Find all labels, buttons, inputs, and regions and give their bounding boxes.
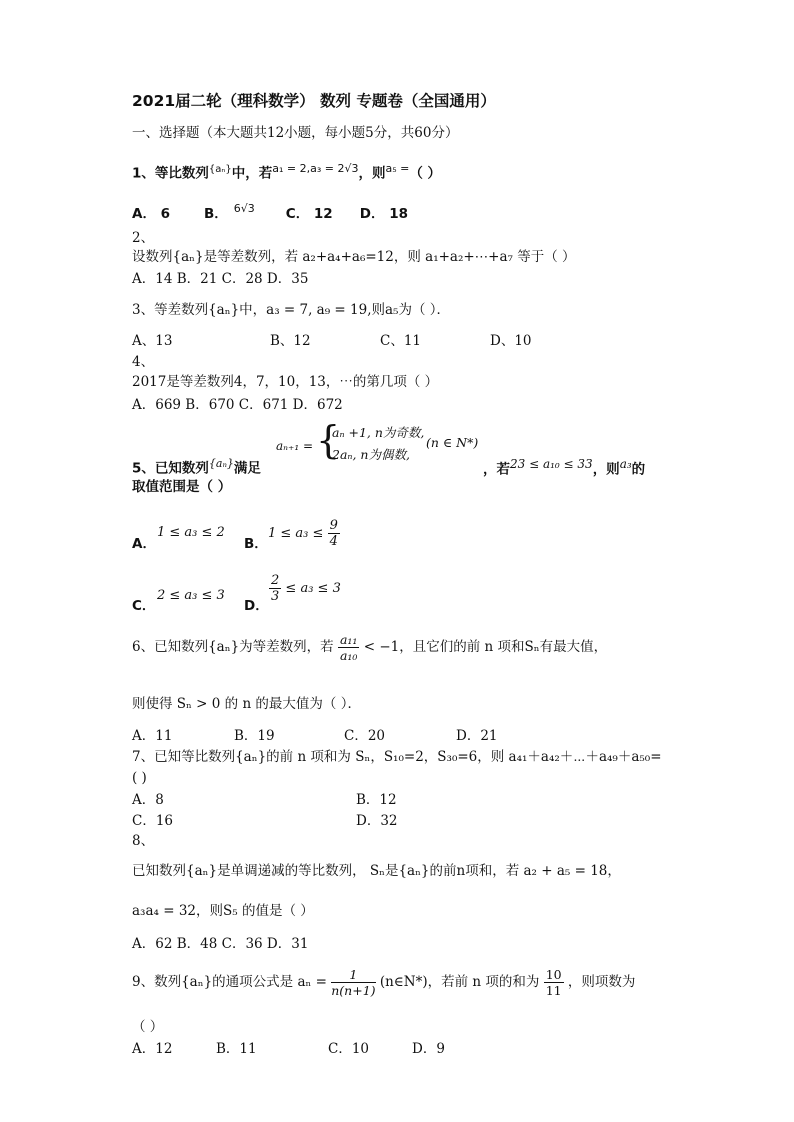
- q5-option-d-right: ≤ a₃ ≤ 3: [285, 581, 341, 596]
- q6-option-b[interactable]: B．19: [234, 728, 275, 744]
- q6-frac: [338, 632, 359, 663]
- q4-options[interactable]: A．669 B．670 C．671 D．672: [132, 397, 343, 413]
- q6-tail: < −1，且它们的前 n 项和Sₙ有最大值，: [363, 639, 608, 655]
- q8-line-2: a₃a₄ = 32，则S₅ 的值是（ ）: [132, 903, 314, 919]
- q9-lead: 9、数列{aₙ}的通项公式是 aₙ =: [132, 974, 327, 990]
- section-heading: 一、选择题（本大题共12小题，每小题5分，共60分）: [132, 125, 459, 141]
- q5-option-c-label[interactable]: C．: [132, 598, 156, 614]
- q8-stem: 已知数列{aₙ}是单调递减的等比数列， Sₙ是{aₙ}的前n项和，若 a₂ + a₅ = 18，: [132, 863, 621, 879]
- q1-options: [132, 200, 408, 223]
- q5-option-b-label[interactable]: B．: [244, 536, 268, 552]
- q9-den2: 11: [545, 983, 562, 998]
- q6-line-2: 则使得 Sₙ > 0 的 n 的最大值为（ ）．: [132, 696, 361, 712]
- q8-options[interactable]: A．62 B．48 C．36 D．31: [132, 936, 309, 952]
- q9-frac: [331, 967, 375, 998]
- q1-lead: 1、等比数列: [132, 165, 209, 182]
- q5-option-a-label[interactable]: A．: [132, 536, 156, 552]
- q9-den: n(n+1): [331, 983, 376, 998]
- q7-stem: 7、已知等比数列{aₙ}的前 n 项和为 Sₙ，S₁₀=2，S₃₀=6，则 a₄₁＋a₄₂＋⋯＋a₄₉＋a₅₀=: [132, 749, 662, 765]
- q5-target: a₃: [619, 457, 632, 471]
- q6-option-a[interactable]: A．11: [132, 728, 173, 744]
- q5-case-2: 2aₙ, n为偶数,: [332, 447, 410, 462]
- q1-paren: （ ）: [409, 165, 442, 182]
- q3-option-d[interactable]: D、10: [490, 333, 532, 349]
- q4-number: 4、: [132, 354, 155, 370]
- q5-cond: 23 ≤ a₁₀ ≤ 33: [510, 457, 593, 471]
- q5-option-d[interactable]: [269, 573, 341, 604]
- q9-tail: ，则项数为: [567, 974, 636, 990]
- q5-domain: (n ∈ N*): [426, 435, 479, 450]
- q5-tail2: ，则: [592, 461, 620, 478]
- q5-lhs: aₙ₊₁ =: [276, 439, 314, 453]
- q1-cond: a₁ = 2,a₃ = 2√3: [272, 162, 359, 175]
- q1-option-b[interactable]: 6√3: [233, 202, 255, 215]
- q1-option-b-label[interactable]: B．: [204, 205, 228, 222]
- q9-option-b[interactable]: B．11: [216, 1041, 257, 1057]
- q7-options-row-1: [132, 791, 397, 809]
- q2-options[interactable]: A．14 B．21 C．28 D．35: [132, 271, 309, 287]
- q5-option-d-frac: [269, 573, 281, 604]
- q9-num2: 10: [545, 967, 562, 982]
- q6-option-c[interactable]: C．20: [344, 728, 386, 744]
- q4-stem: 2017是等差数列4，7，10，13，⋯的第几项（ ）: [132, 374, 439, 390]
- q5-option-d-label[interactable]: D．: [244, 598, 269, 614]
- q7-option-c[interactable]: C．16: [132, 813, 174, 829]
- q5-option-b-frac: [328, 518, 340, 549]
- q6-options: [132, 727, 498, 745]
- q1-option-a[interactable]: A． 6: [132, 205, 171, 222]
- q6-lead: 6、已知数列{aₙ}为等差数列，若: [132, 639, 334, 655]
- q5-mid: 满足: [233, 460, 261, 477]
- q7-option-a[interactable]: A．8: [132, 792, 164, 808]
- q7-option-b[interactable]: B．12: [356, 792, 397, 808]
- q2-stem: 设数列{aₙ}是等差数列，若 a₂+a₄+a₆=12，则 a₁+a₂+⋯+a₇ 等于（ ）: [132, 249, 576, 265]
- q5-lead-text: 5、已知数列: [132, 460, 209, 477]
- q9-options: [132, 1040, 445, 1058]
- page-title: 2021届二轮（理科数学） 数列 专题卷（全国通用）: [132, 92, 496, 110]
- question-9: [132, 967, 635, 998]
- q5-line-2: 取值范围是（ ）: [132, 479, 232, 495]
- q5-option-c[interactable]: 2 ≤ a₃ ≤ 3: [157, 588, 225, 603]
- q3-options: [132, 332, 532, 350]
- q5-condition: [483, 455, 645, 479]
- q5-tail3: 的: [631, 461, 646, 478]
- q3-option-c[interactable]: C、11: [380, 333, 422, 349]
- q3-stem: 3、等差数列{aₙ}中，a₃ = 7, a₉ = 19,则a₅为（ ）．: [132, 302, 451, 318]
- q9-mid: (n∈N*)，若前 n 项的和为: [379, 974, 540, 990]
- q5-option-b-left: 1 ≤ a₃ ≤: [268, 526, 324, 541]
- q8-number: 8、: [132, 833, 155, 849]
- q6-num: a₁₁: [339, 632, 358, 647]
- q7-paren: ( ): [132, 770, 147, 786]
- q5-option-d-num: 2: [271, 573, 280, 588]
- question-1: [132, 160, 441, 183]
- q2-number: 2、: [132, 230, 155, 246]
- question-6: [132, 632, 607, 663]
- q5-tail: ，若: [483, 461, 510, 478]
- q5-option-d-den: 3: [271, 589, 280, 604]
- q5-case-1: aₙ +1, n为奇数,: [332, 425, 425, 440]
- q7-option-d[interactable]: D．32: [356, 813, 398, 829]
- q9-option-d[interactable]: D．9: [412, 1041, 445, 1057]
- q1-tail: ，则: [358, 165, 386, 182]
- q5-option-b-num: 9: [329, 518, 338, 533]
- q9-num: 1: [331, 967, 375, 983]
- q5-option-b-den: 4: [329, 534, 338, 549]
- q6-option-d[interactable]: D．21: [456, 728, 498, 744]
- q9-option-c[interactable]: C．10: [328, 1041, 370, 1057]
- q1-option-c[interactable]: C． 12: [285, 205, 333, 222]
- q9-frac-2: [544, 967, 564, 998]
- q5-lead: [132, 455, 261, 478]
- q1-target: a₅ =: [385, 162, 410, 175]
- q5-option-a[interactable]: 1 ≤ a₃ ≤ 2: [157, 525, 225, 540]
- q9-option-a[interactable]: A．12: [132, 1041, 173, 1057]
- q6-den: a₁₀: [339, 648, 358, 663]
- q3-option-a[interactable]: A、13: [132, 333, 173, 349]
- q3-option-b[interactable]: B、12: [270, 333, 311, 349]
- q5-brace: {: [316, 418, 341, 462]
- q9-paren: （ ）: [132, 1019, 164, 1035]
- q1-option-d[interactable]: D． 18: [359, 205, 408, 222]
- q5-seq: {aₙ}: [208, 457, 234, 470]
- q1-seq: {aₙ}: [208, 164, 232, 175]
- q5-option-b[interactable]: [268, 518, 340, 549]
- q7-options-row-2: [132, 812, 398, 830]
- q1-mid: 中，若: [231, 165, 273, 182]
